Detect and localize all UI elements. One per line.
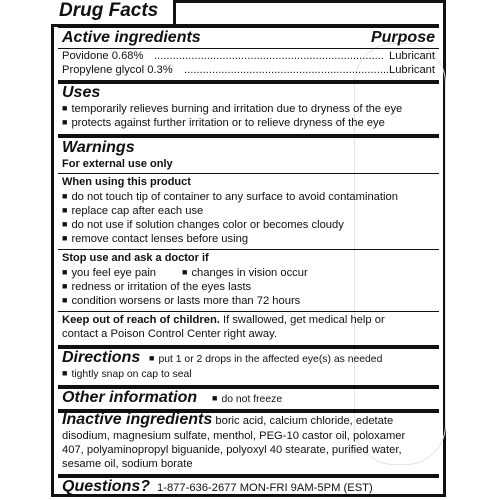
leader-dots: .......................................................................... [154, 50, 385, 62]
external-use-text: For external use only [62, 158, 173, 170]
active-ingredients-heading: Active ingredients [62, 29, 201, 46]
when-using-item-4: ■ remove contact lenses before using [62, 233, 248, 246]
inactive-line-1 [62, 413, 393, 428]
questions-heading: Questions? [62, 478, 151, 495]
divider-thin [58, 173, 439, 174]
divider-thick [58, 134, 439, 138]
children-warning-bold: Keep out of reach of children. [62, 314, 220, 326]
directions-item-1: ■ put 1 or 2 drops in the affected eye(s) as needed [149, 353, 382, 366]
directions-item-2: ■ tightly snap on cap to seal [62, 368, 192, 381]
divider-thick [58, 80, 439, 84]
directions-heading: Directions [62, 349, 141, 366]
drug-facts-panel [51, 0, 446, 497]
stop-use-heading: Stop use and ask a doctor if [62, 252, 209, 264]
divider-thin [58, 48, 439, 49]
stop-use-item-redness: ■ redness or irritation of the eyes lasts [62, 281, 251, 294]
warnings-heading: Warnings [62, 139, 135, 156]
uses-item-1: ■ temporarily relieves burning and irritation due to dryness of the eye [62, 103, 402, 116]
children-warning-text: If swallowed, get medical help or [219, 314, 385, 326]
children-warning-line-1 [62, 314, 385, 327]
divider-thin [58, 311, 439, 312]
active-ingredient-2: Propylene glycol 0.3% [62, 64, 173, 76]
questions-phone: 1-877-636-2677 MON-FRI 9AM-5PM (EST) [157, 482, 373, 494]
inactive-line-3: 407, polyaminopropyl biguanide, polyoxyl 40 stearate, purified water, [62, 444, 402, 456]
inactive-line-4: sesame oil, sodium borate [62, 458, 193, 470]
divider-thick [58, 24, 439, 28]
purpose-1: Lubricant [388, 50, 435, 62]
other-info-heading: Other information [62, 389, 198, 406]
children-warning-line-2: contact a Poison Control Center right away. [62, 328, 277, 340]
stop-use-item-eye-pain: ■ you feel eye pain [62, 267, 156, 280]
when-using-item-2: ■ replace cap after each use [62, 205, 203, 218]
purpose-heading: Purpose [370, 29, 435, 46]
uses-heading: Uses [62, 84, 101, 101]
title-tab [51, 0, 176, 27]
stop-use-item-vision: ■ changes in vision occur [182, 267, 308, 280]
purpose-2: Lubricant [388, 64, 435, 76]
other-info-item: ■ do not freeze [212, 393, 282, 406]
leader-dots: .................................................................. [184, 64, 390, 76]
when-using-item-1: ■ do not touch tip of container to any surface to avoid contamination [62, 191, 398, 204]
inactive-line-2: disodium, magnesium sulfate, menthol, PEG-10 castor oil, poloxamer [62, 430, 406, 442]
inactive-heading: Inactive ingredients [62, 411, 213, 428]
when-using-heading: When using this product [62, 176, 191, 188]
when-using-item-3: ■ do not use if solution changes color or becomes cloudy [62, 219, 344, 232]
stop-use-item-worsens: ■ condition worsens or lasts more than 72 hours [62, 295, 300, 308]
uses-item-2: ■ protects against further irritation or to relieve dryness of the eye [62, 117, 385, 130]
inactive-text-1: boric acid, calcium chloride, edetate [212, 415, 394, 427]
divider-thin [58, 249, 439, 250]
drug-facts-title: Drug Facts [59, 0, 159, 21]
active-ingredient-1: Povidone 0.68% [62, 50, 144, 62]
